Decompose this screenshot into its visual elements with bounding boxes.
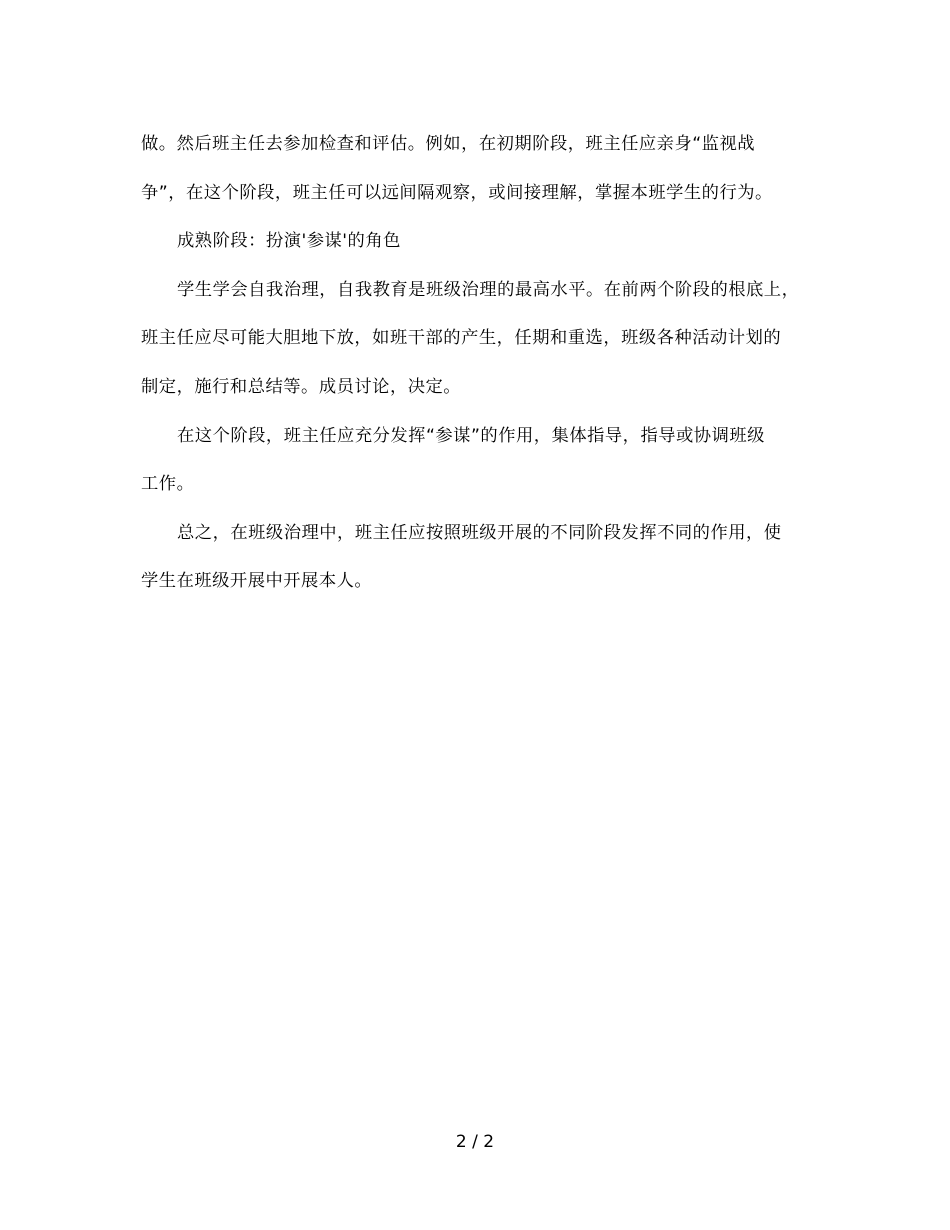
- paragraph-line: 制定，施行和总结等。成员讨论，决定。: [141, 376, 462, 397]
- paragraph-line: 在这个阶段，班主任应充分发挥“参谋”的作用，集体指导，指导或协调班级: [177, 425, 765, 446]
- paragraph-line: 学生在班级开展中开展本人。: [141, 571, 373, 592]
- section-heading: 成熟阶段：扮演'参谋'的角色: [177, 231, 401, 252]
- paragraph-line: 学生学会自我治理，自我教育是班级治理的最高水平。在前两个阶段的根底上，: [177, 279, 800, 300]
- page-number: 2 / 2: [455, 1132, 495, 1152]
- paragraph-line: 争”，在这个阶段，班主任可以远间隔观察，或间接理解，掌握本班学生的行为。: [141, 182, 773, 203]
- paragraph-line: 工作。: [141, 474, 195, 495]
- paragraph-line: 总之，在班级治理中，班主任应按照班级开展的不同阶段发挥不同的作用，使: [177, 522, 782, 543]
- paragraph-line: 做。然后班主任去参加检查和评估。例如，在初期阶段，班主任应亲身“监视战: [141, 134, 756, 154]
- body-text: [141, 124, 821, 610]
- paragraph-line: 班主任应尽可能大胆地下放，如班干部的产生，任期和重选，班级各种活动计划的: [141, 328, 782, 349]
